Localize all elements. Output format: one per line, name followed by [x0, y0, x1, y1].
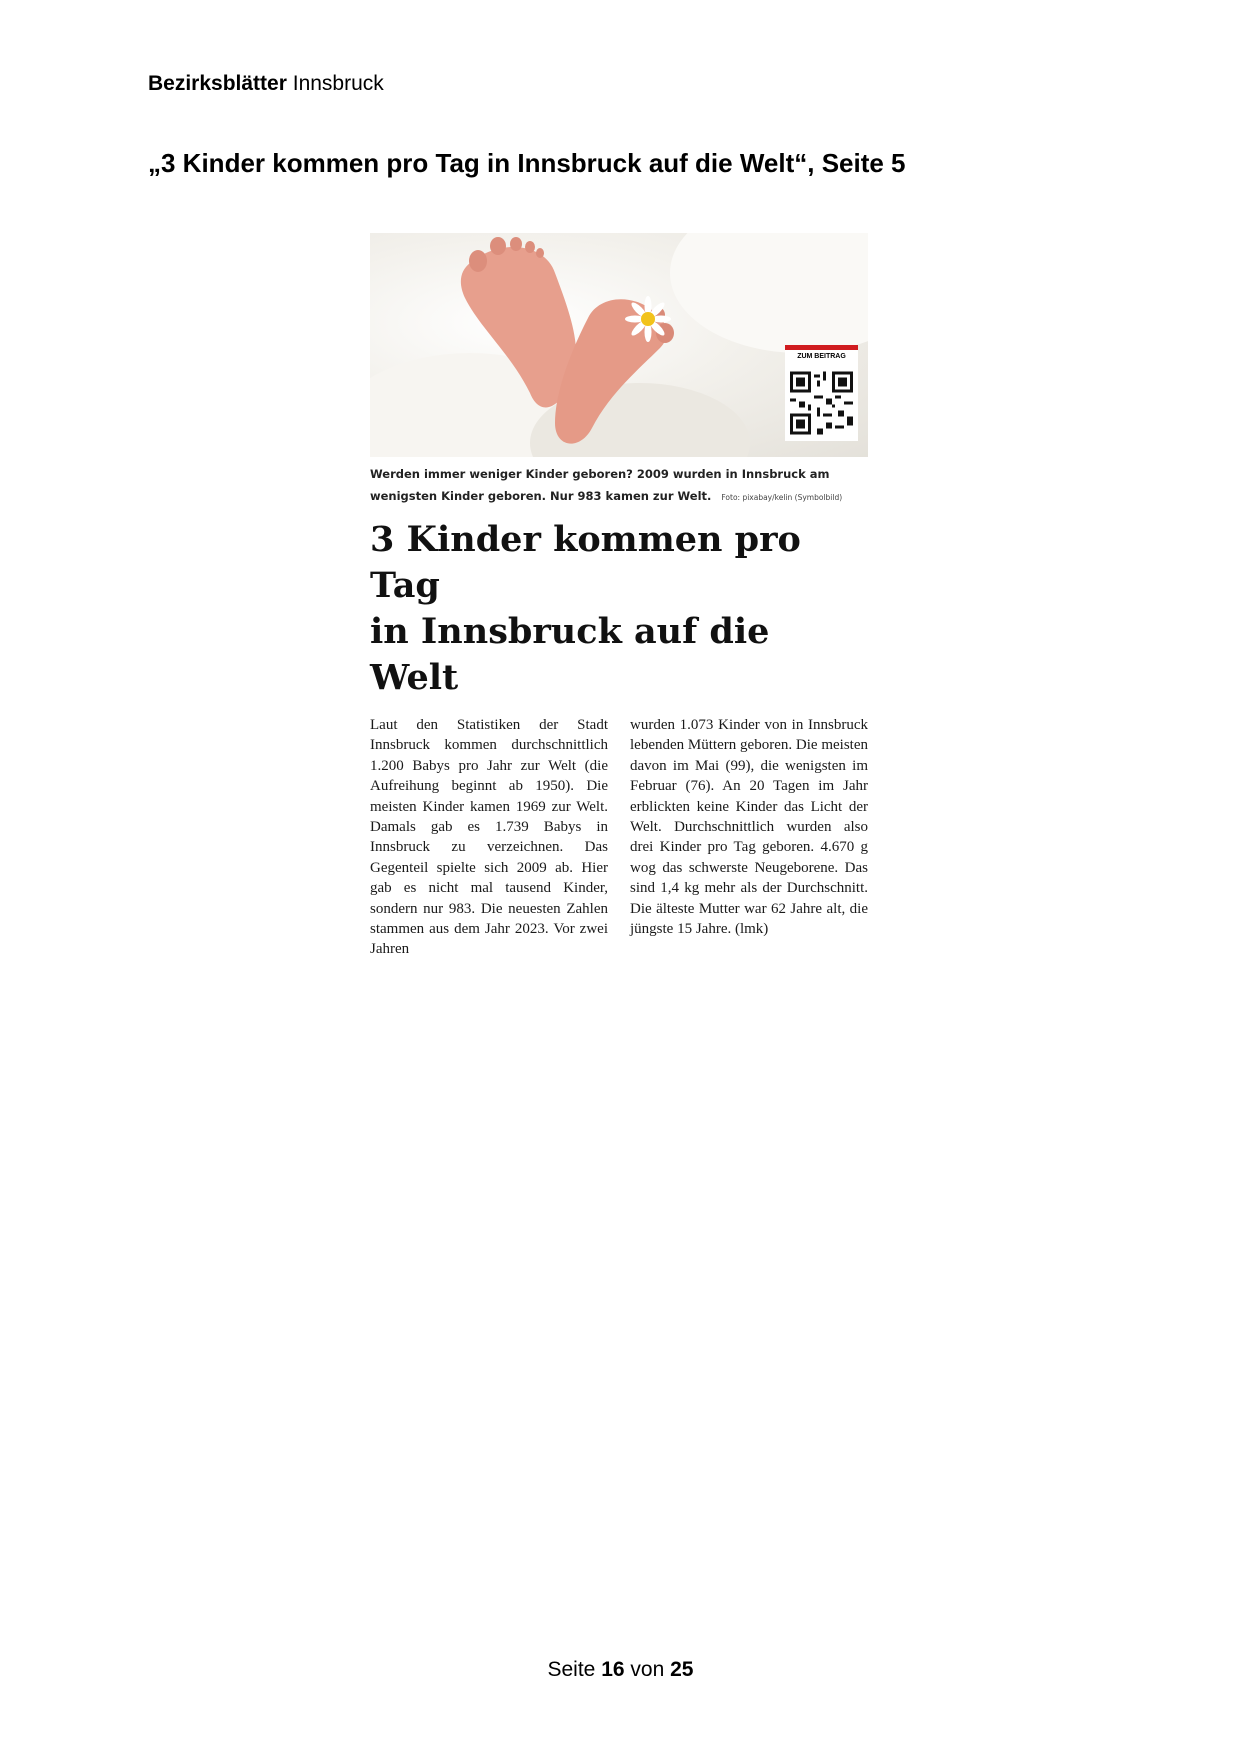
headline-line-2: in Innsbruck auf die Welt: [370, 611, 770, 698]
newspaper-clipping: [370, 233, 868, 960]
footer-middle: von: [630, 1658, 665, 1681]
qr-label: ZUM BEITRAG: [797, 353, 846, 360]
total-pages: 25: [670, 1658, 694, 1681]
photo-credit: Foto: pixabay/kelin (Symbolbild): [721, 493, 843, 502]
headline-line-1: 3 Kinder kommen pro Tag: [370, 519, 801, 606]
source-line: [148, 72, 384, 96]
qr-code-box[interactable]: [785, 345, 858, 441]
document-title: „3 Kinder kommen pro Tag in Innsbruck auf die Welt“, Seite 5: [148, 148, 906, 178]
footer-prefix: Seite: [547, 1658, 596, 1681]
article-body: [370, 715, 868, 960]
article-photo: [370, 233, 868, 457]
publication-region: Innsbruck: [292, 72, 384, 95]
photo-caption: [370, 463, 868, 509]
page-footer: [0, 1658, 1241, 1682]
article-column-1: Laut den Statistiken der Stadt Innsbruck kommen durchschnittlich 1.200 Babys pro Jahr zur Welt (die Aufreihung beginnt ab 1950). Die meisten Kinder kamen 1969 zur Welt. Damals gab es 1.739 Babys in Innsbruck zu verzeichnen. Das Gegenteil spielte sich 2009 ab. Hier gab es nicht mal tausend Kinder, sondern nur 983. Die neuesten Zahlen stammen aus dem Jahr 2023. Vor zwei Jahren: [370, 717, 608, 958]
article-headline: [370, 517, 868, 701]
caption-text: Werden immer weniger Kinder geboren? 2009 wurden in Innsbruck am wenigsten Kinder geboren. Nur 983 kamen zur Welt.: [370, 467, 830, 503]
qr-accent-bar: [785, 345, 858, 350]
qr-code-icon: [790, 368, 853, 438]
current-page-number: 16: [601, 1658, 625, 1681]
article-column-2: wurden 1.073 Kinder von in Innsbruck lebenden Müttern geboren. Die meisten davon im Mai (99), die wenigsten im Februar (76). An 20 Tagen im Jahr erblickten keine Kinder das Licht der Welt. Durchschnittlich wurden also drei Kinder pro Tag geboren. 4.670 g wog das schwerste Neugeborene. Das sind 1,4 kg mehr als der Durchschnitt. Die älteste Mutter war 62 Jahre alt, die jüngste 15 Jahre. (lmk): [630, 717, 868, 938]
publication-name: Bezirksblätter: [148, 72, 287, 95]
